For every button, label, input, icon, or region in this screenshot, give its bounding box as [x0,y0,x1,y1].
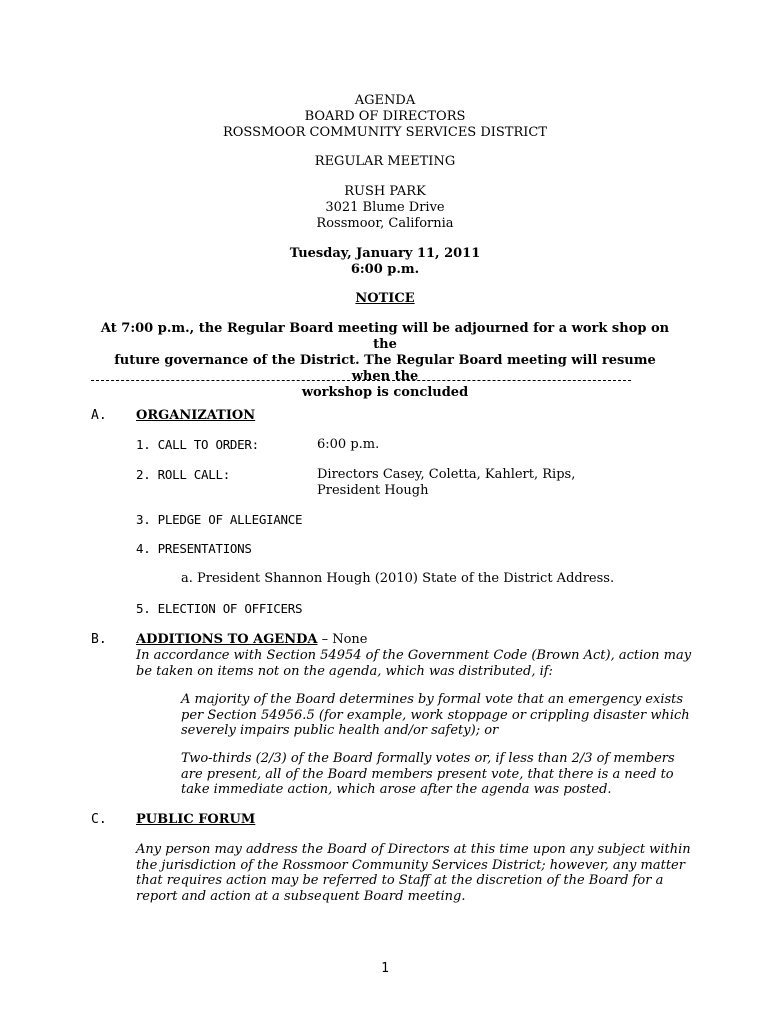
section-b-heading [136,632,368,648]
section-a-letter: A. [91,408,107,423]
location-line: Rossmoor, California [316,216,454,231]
section-b-condition-2 [181,751,675,798]
condition-line: Two-thirds (2/3) of the Board formally votes or, if less than 2/3 of members [181,751,675,766]
condition-line: are present, all of the Board members present vote, that there is a need to [181,766,674,782]
condition-line: per Section 54956.5 (for example, work stoppage or crippling disaster which [181,707,690,723]
roll-call-line: President Hough [317,483,429,498]
notice-text [100,321,670,401]
body-line: Any person may address the Board of Directors at this time upon any subject within [136,842,691,857]
election-item: 5. ELECTION OF OFFICERS [136,601,303,616]
condition-line: A majority of the Board determines by formal vote that an emergency exists [181,692,684,707]
meeting-location [0,184,770,232]
section-b-title-suffix: – None [317,632,368,647]
meeting-time: 6:00 p.m. [350,262,420,277]
section-b-intro [136,648,691,679]
roll-call-label: 2. ROLL CALL: [136,467,230,482]
section-b-title: ADDITIONS TO AGENDA [136,632,318,647]
intro-line: In accordance with Section 54954 of the Government Code (Brown Act), action may [136,648,692,663]
body-line: the jurisdiction of the Rossmoor Community Services District; however, any matter [136,857,685,873]
meeting-date: Tuesday, January 11, 2011 [289,246,481,261]
condition-line: severely impairs public health and/or safety); or [181,723,499,738]
presentation-a-item: a. President Shannon Hough (2010) State of the District Address. [181,571,615,586]
header-agenda: AGENDA [354,93,416,108]
notice-line: At 7:00 p.m., the Regular Board meeting will be adjourned for a work shop on the [100,321,670,352]
roll-call-line: Directors Casey, Coletta, Kahlert, Rips, [317,467,576,482]
section-c-title: PUBLIC FORUM [136,812,256,827]
call-to-order-label: 1. CALL TO ORDER: [136,437,259,452]
section-c-letter: C. [91,812,107,827]
divider [91,380,631,381]
meeting-datetime [0,246,770,278]
call-to-order-value: 6:00 p.m. [317,437,380,452]
header-board: BOARD OF DIRECTORS [304,109,466,124]
section-b-condition-1 [181,692,690,739]
body-line: that requires action may be referred to Staff at the discretion of the Board for a [136,873,664,888]
location-line: RUSH PARK [344,184,426,199]
presentations-item: 4. PRESENTATIONS [136,541,252,556]
page-number: 1 [381,961,389,976]
condition-line: take immediate action, which arose after the agenda was posted. [181,782,612,797]
pledge-item: 3. PLEDGE OF ALLEGIANCE [136,512,303,527]
section-c-body [136,842,691,904]
header-district: ROSSMOOR COMMUNITY SERVICES DISTRICT [222,125,548,140]
agenda-header [0,93,770,141]
meeting-type: REGULAR MEETING [314,154,456,169]
section-b-letter: B. [91,632,107,647]
roll-call-value [317,467,575,499]
intro-line: be taken on items not on the agenda, which was distributed, if: [136,663,553,679]
section-a-title: ORGANIZATION [136,408,256,423]
location-line: 3021 Blume Drive [325,200,445,215]
notice-line: future governance of the District. The Regular Board meeting will resume when the [114,353,656,384]
body-line: report and action at a subsequent Board meeting. [136,888,466,904]
notice-title: NOTICE [355,291,415,306]
notice-line: workshop is concluded [301,385,469,400]
